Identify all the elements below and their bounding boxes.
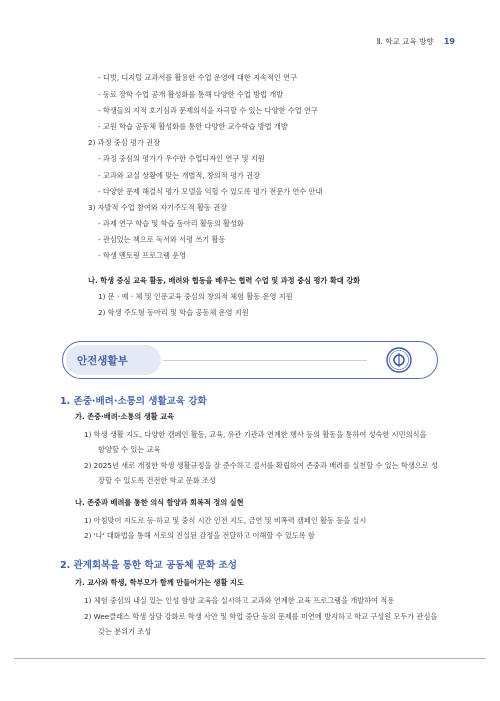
list-item: - 학생 멘토링 프로그램 운영: [98, 251, 187, 260]
list-item: 1) 문ㆍ예ㆍ체 및 인문교육 중심의 창의적 체험 활동 운영 지원: [98, 292, 293, 301]
list-item: 1) 아침맞이 지도로 등·하교 및 중식 시간 인전 지도, 금연 및 비폭력 캠페인 활동 등을 실시: [84, 516, 367, 525]
list-item: 2) 학생 주도형 동아리 및 학습 공동체 운영 지원: [98, 308, 249, 317]
list-item: - 관심있는 책으로 독서와 서평 쓰기 활동: [98, 235, 226, 244]
banner-title: 안전생활부: [77, 355, 128, 367]
list-item: 2) '나' 대화법을 통해 서로의 진실된 감정을 전달하고 이해할 수 있도록 함: [84, 531, 315, 540]
subsection-heading: 나. 존중과 배려를 통한 의식 함양과 회복적 정의 실현: [75, 498, 244, 507]
list-item: 갖는 분위기 조성: [98, 627, 152, 636]
subsection-heading: 가. 존중·배려·소통의 생활 교육: [75, 412, 175, 421]
list-item: - 교원 학습 공동체 활성화를 통한 다양한 교수학습 방법 개발: [98, 122, 288, 131]
list-item: 2) Wee클래스 학생 상담 강화로 학생 사안 및 학업 중단 등의 문제를 미연에 방지하고 학교 구성원 모두가 관심을: [84, 612, 438, 621]
section-title: 1. 존중·배려·소통의 생활교육 강화: [60, 396, 207, 407]
header-section-title: Ⅱ. 학교 교육 방향: [376, 37, 434, 46]
list-item: 1) 체험 중심의 내실 있는 인성 함양 교육을 실시하고 교과와 연계한 교육 프로그램을 개발하여 적용: [84, 596, 395, 605]
list-item: - 학생들의 지적 호기심과 문제의식을 자극할 수 있는 다양한 수업 연구: [98, 106, 318, 115]
school-emblem-icon: [386, 347, 412, 373]
list-item: - 교과와 교실 상황에 맞는 개별적, 창의적 평가 권장: [98, 171, 261, 180]
list-item: - 다양한 문제 해결식 평가 모델을 익힐 수 있도록 평가 전문가 연수 안내: [98, 187, 323, 196]
list-item: 1) 학생 생활 지도, 다양한 캠페인 활동, 교육, 유관 기관과 연계한 행사 등의 활동을 통하여 성숙한 시민의식을: [84, 430, 427, 439]
list-item: - 디벗, 디지털 교과서를 활용한 수업 운영에 대한 지속적인 연구: [98, 73, 298, 82]
page-number: 19: [443, 37, 455, 46]
banner-divider: [163, 360, 367, 361]
page-header: [377, 36, 455, 47]
list-item: 함양할 수 있는 교육: [98, 445, 161, 454]
section-title: 2. 관계회복을 통한 학교 공동체 문화 조성: [60, 560, 237, 571]
list-item: - 과제 연구 학습 및 학습 동아리 활동의 활성화: [98, 219, 244, 228]
list-heading: 3) 자발적 수업 참여와 자기주도적 활동 권장: [88, 203, 228, 212]
list-item: 2) 2025년 새로 개정한 학생 생활규정을 잘 준수하고 절서를 확립하여 존중과 배려를 실천할 수 있는 학생으로 성: [84, 461, 438, 470]
list-item: 장할 수 있도록 건전한 학교 문화 조성: [98, 476, 216, 485]
list-item: - 과정 중심의 평가가 우수한 수업디자인 연구 및 지원: [98, 154, 265, 163]
subsection-heading: 나. 학생 중심 교육 활동, 배려와 협동을 배우는 협력 수업 및 과정 중심 평가 확대 강화: [88, 276, 361, 285]
footer-rule: [14, 658, 486, 659]
subsection-heading: 가. 교사와 학생, 학부모가 함께 만들어가는 생활 지도: [75, 578, 244, 587]
department-banner: [62, 341, 438, 379]
list-item: - 동료 장학 수업 공개 활성화를 통해 다양한 수업 방법 개발: [98, 90, 284, 99]
list-heading: 2) 과정 중심 평가 권장: [88, 138, 161, 147]
